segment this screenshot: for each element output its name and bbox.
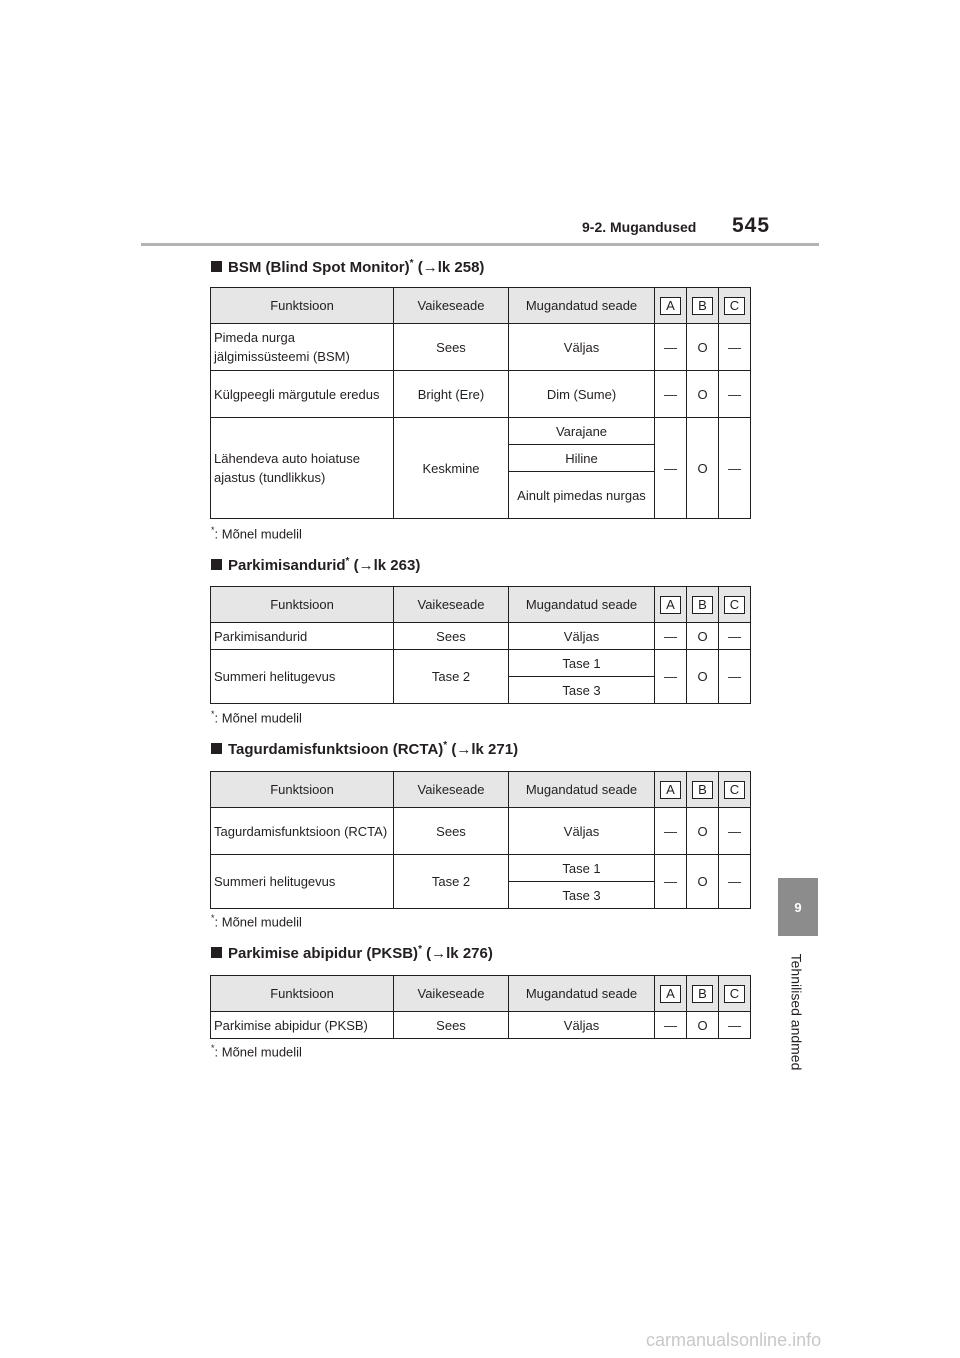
cell-custom: Väljas (509, 324, 655, 371)
cell-function: Pimeda nurga jälgimissüsteemi (BSM) (211, 324, 394, 371)
cell-default: Sees (394, 808, 509, 855)
cell-b: O (687, 808, 719, 855)
ref-paren: ( (426, 945, 432, 962)
box-a: A (660, 985, 681, 1003)
cell-b: O (687, 324, 719, 371)
ref-paren: ( (417, 259, 423, 276)
box-b: B (692, 596, 713, 614)
page-ref-link[interactable]: lk 276) (446, 945, 493, 962)
page-ref-link[interactable]: lk 263) (373, 557, 421, 574)
box-c: C (724, 596, 745, 614)
header-a (655, 587, 687, 623)
header-vaikeseade: Vaikeseade (394, 772, 509, 808)
table-row (211, 650, 751, 677)
cell-default: Tase 2 (394, 855, 509, 909)
cell-c: — (719, 808, 751, 855)
table-header-row (211, 587, 751, 623)
arrow-icon: → (358, 557, 374, 574)
cell-default: Keskmine (394, 418, 509, 519)
cell-custom-option: Tase 3 (509, 677, 655, 704)
box-a: A (660, 781, 681, 799)
cell-function: Summeri helitugevus (211, 855, 394, 909)
asterisk: * (418, 944, 422, 955)
table-row (211, 418, 751, 445)
square-bullet-icon (211, 559, 222, 570)
box-c: C (724, 297, 745, 315)
footnote-text: : Mõnel mudelil (214, 1044, 302, 1060)
settings-table-rcta (210, 771, 751, 909)
box-b: B (692, 297, 713, 315)
table-row (211, 623, 751, 650)
footnote (211, 1043, 302, 1059)
cell-function: Summeri helitugevus (211, 650, 394, 704)
table-row (211, 808, 751, 855)
box-c: C (724, 985, 745, 1003)
box-a: A (660, 596, 681, 614)
cell-b: O (687, 418, 719, 519)
header-mugandatud: Mugandatud seade (509, 587, 655, 623)
cell-a: — (655, 855, 687, 909)
chapter-tab[interactable] (778, 878, 818, 936)
header-c (719, 976, 751, 1012)
header-c (719, 772, 751, 808)
header-mugandatud: Mugandatud seade (509, 772, 655, 808)
header-mugandatud: Mugandatud seade (509, 288, 655, 324)
cell-custom: Väljas (509, 623, 655, 650)
box-b: B (692, 781, 713, 799)
header-mugandatud: Mugandatud seade (509, 976, 655, 1012)
cell-custom-option: Tase 1 (509, 855, 655, 882)
cell-b: O (687, 650, 719, 704)
header-a (655, 288, 687, 324)
heading-text: Tagurdamisfunktsioon (RCTA) (228, 741, 444, 758)
header-funktsioon: Funktsioon (211, 772, 394, 808)
chapter-title-label: Tehnilised andmed (788, 953, 804, 1071)
box-b: B (692, 985, 713, 1003)
cell-a: — (655, 623, 687, 650)
table-row (211, 855, 751, 882)
cell-c: — (719, 418, 751, 519)
cell-function: Lähendeva auto hoiatuse ajastus (tundlikkus) (211, 418, 394, 519)
cell-c: — (719, 855, 751, 909)
ref-paren: ( (451, 741, 457, 758)
cell-b: O (687, 371, 719, 418)
table-row (211, 324, 751, 371)
header-funktsioon: Funktsioon (211, 976, 394, 1012)
header-c (719, 587, 751, 623)
table-row (211, 371, 751, 418)
table-header-row (211, 772, 751, 808)
header-b (687, 976, 719, 1012)
footnote (211, 709, 302, 725)
header-vaikeseade: Vaikeseade (394, 976, 509, 1012)
section-heading-rcta (211, 740, 518, 758)
header-a (655, 772, 687, 808)
cell-custom-option: Tase 1 (509, 650, 655, 677)
cell-a: — (655, 371, 687, 418)
cell-a: — (655, 808, 687, 855)
header-divider (141, 243, 819, 246)
footnote-asterisk: * (211, 913, 215, 923)
header-vaikeseade: Vaikeseade (394, 288, 509, 324)
cell-b: O (687, 623, 719, 650)
cell-c: — (719, 1012, 751, 1039)
header-b (687, 772, 719, 808)
square-bullet-icon (211, 743, 222, 754)
table-header-row (211, 976, 751, 1012)
footnote-asterisk: * (211, 1043, 215, 1053)
cell-a: — (655, 324, 687, 371)
cell-default: Sees (394, 324, 509, 371)
box-a: A (660, 297, 681, 315)
cell-function: Parkimisandurid (211, 623, 394, 650)
section-heading-parking-sensors (211, 556, 420, 574)
arrow-icon: → (431, 945, 447, 962)
header-vaikeseade: Vaikeseade (394, 587, 509, 623)
section-heading-bsm (211, 258, 484, 276)
cell-c: — (719, 650, 751, 704)
footnote-text: : Mõnel mudelil (214, 710, 302, 726)
cell-default: Sees (394, 1012, 509, 1039)
asterisk: * (409, 258, 414, 269)
table-header-row (211, 288, 751, 324)
header-a (655, 976, 687, 1012)
cell-custom-option: Ainult pimedas nurgas (509, 472, 655, 519)
chapter-title (776, 945, 816, 1079)
footnote-asterisk: * (211, 709, 215, 719)
header-b (687, 587, 719, 623)
ref-paren: ( (353, 557, 359, 574)
cell-a: — (655, 1012, 687, 1039)
square-bullet-icon (211, 947, 222, 958)
asterisk: * (443, 740, 448, 751)
cell-custom-option: Hiline (509, 445, 655, 472)
footnote-text: : Mõnel mudelil (214, 526, 302, 542)
cell-function: Parkimise abipidur (PKSB) (211, 1012, 394, 1039)
header-funktsioon: Funktsioon (211, 587, 394, 623)
cell-c: — (719, 324, 751, 371)
cell-b: O (687, 1012, 719, 1039)
heading-text: Parkimise abipidur (PKSB) (228, 945, 419, 962)
footnote (211, 913, 302, 929)
header-b (687, 288, 719, 324)
cell-a: — (655, 650, 687, 704)
cell-custom-option: Varajane (509, 418, 655, 445)
cell-b: O (687, 855, 719, 909)
cell-function: Külgpeegli märgutule eredus (211, 371, 394, 418)
page-ref-link[interactable]: lk 271) (471, 741, 519, 758)
footnote-asterisk: * (211, 525, 215, 535)
header-c (719, 288, 751, 324)
cell-c: — (719, 371, 751, 418)
header-funktsioon: Funktsioon (211, 288, 394, 324)
cell-default: Tase 2 (394, 650, 509, 704)
page-ref-link[interactable]: lk 258) (437, 259, 485, 276)
chapter-number: 9 (794, 899, 802, 915)
table-row (211, 1012, 751, 1039)
heading-text: BSM (Blind Spot Monitor) (228, 259, 410, 276)
cell-custom: Väljas (509, 808, 655, 855)
cell-c: — (719, 623, 751, 650)
cell-default: Bright (Ere) (394, 371, 509, 418)
cell-custom-option: Tase 3 (509, 882, 655, 909)
section-heading-pksb (211, 944, 493, 962)
settings-table-parking-sensors (210, 586, 751, 704)
page-number: 545 (732, 214, 771, 237)
heading-text: Parkimisandurid (228, 557, 346, 574)
box-c: C (724, 781, 745, 799)
watermark: carmanualsonline.info (646, 1330, 822, 1350)
footnote-text: : Mõnel mudelil (214, 914, 302, 930)
cell-function: Tagurdamisfunktsioon (RCTA) (211, 808, 394, 855)
asterisk: * (345, 556, 350, 567)
cell-custom: Dim (Sume) (509, 371, 655, 418)
square-bullet-icon (211, 261, 222, 272)
arrow-icon: → (422, 259, 438, 276)
arrow-icon: → (456, 741, 472, 758)
cell-default: Sees (394, 623, 509, 650)
cell-a: — (655, 418, 687, 519)
cell-custom: Väljas (509, 1012, 655, 1039)
footnote (211, 525, 302, 541)
section-title: 9-2. Mugandused (582, 219, 697, 235)
settings-table-pksb (210, 975, 751, 1039)
settings-table-bsm (210, 287, 751, 519)
